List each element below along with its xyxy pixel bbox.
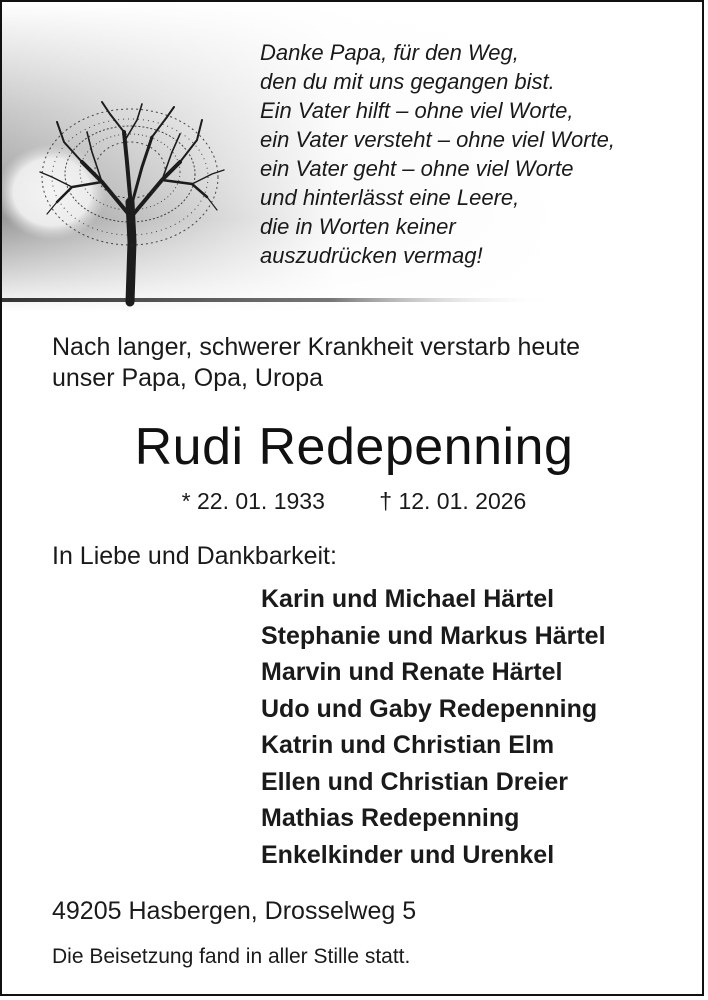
intro-line: unser Papa, Opa, Uropa	[52, 364, 323, 392]
family-member: Mathias Redepenning	[261, 804, 520, 832]
thanks-label: In Liebe und Dankbarkeit:	[52, 542, 337, 570]
family-member: Katrin und Christian Elm	[261, 731, 555, 759]
poem-line: Ein Vater hilft – ohne viel Worte,	[260, 98, 574, 123]
poem-line: und hinterlässt eine Leere,	[260, 185, 520, 210]
poem-line: auszudrücken vermag!	[260, 243, 483, 268]
burial-note: Die Beisetzung fand in aller Stille statt.	[52, 945, 411, 968]
intro-text	[52, 332, 580, 394]
birth-date: * 22. 01. 1933	[181, 488, 325, 514]
poem-line: den du mit uns gegangen bist.	[260, 69, 555, 94]
poem-line: die in Worten keiner	[260, 214, 456, 239]
poem-line: Danke Papa, für den Weg,	[260, 40, 519, 65]
family-member: Ellen und Christian Dreier	[261, 767, 569, 796]
family-member: Stephanie und Markus Härtel	[261, 621, 606, 650]
life-dates	[2, 488, 704, 515]
family-member: Enkelkinder und Urenkel	[261, 840, 555, 869]
family-member: Karin und Michael Härtel	[261, 585, 555, 613]
address: 49205 Hasbergen, Drosselweg 5	[52, 897, 417, 925]
family-member: Marvin und Renate Härtel	[261, 658, 563, 686]
deceased-name: Rudi Redepenning	[134, 418, 574, 476]
family-member: Udo und Gaby Redepenning	[261, 694, 598, 723]
poem-line: ein Vater versteht – ohne viel Worte,	[260, 127, 616, 152]
intro-line: Nach langer, schwerer Krankheit verstarb heute	[52, 333, 581, 361]
death-date: † 12. 01. 2026	[379, 488, 527, 514]
poem-line: ein Vater geht – ohne viel Worte	[260, 156, 574, 181]
family-list	[261, 581, 606, 873]
poem	[260, 38, 680, 270]
